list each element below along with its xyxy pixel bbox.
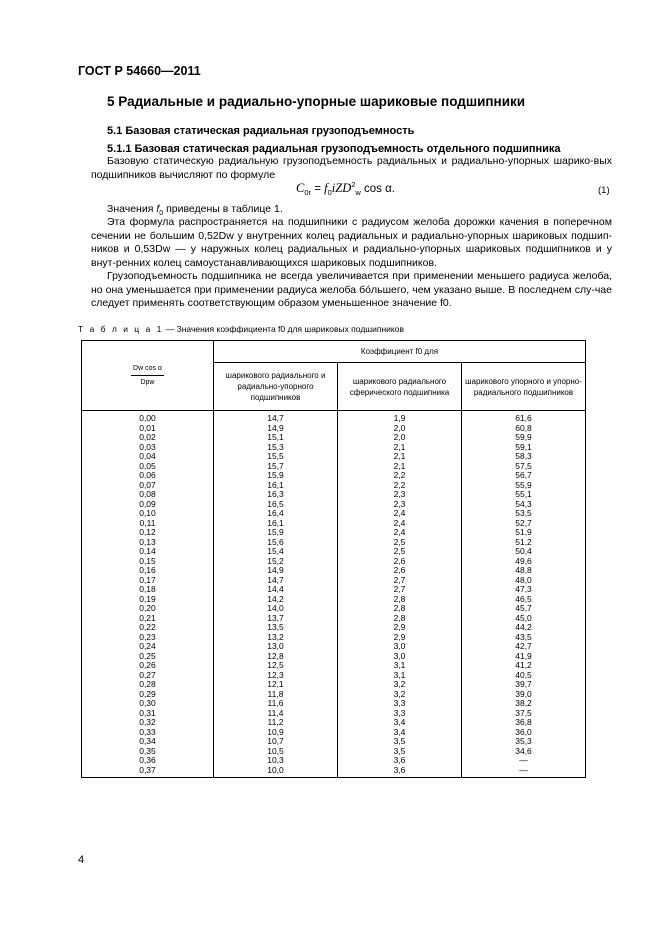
table-cell: 2,9 (338, 633, 462, 643)
table-cell: 0,01 (82, 424, 214, 434)
table-row (82, 538, 586, 548)
table-cell: 14,7 (214, 411, 338, 424)
table-cell: 48,8 (462, 566, 586, 576)
table-cell: 0,24 (82, 642, 214, 652)
table-cell: 16,4 (214, 509, 338, 519)
table-cell: 43,5 (462, 633, 586, 643)
paragraph-scope: Эта формула распространяется на подшипники с радиусом желоба дорожки качения в поперечном сечении не большим 0,52Dw у внутренних колец радиальных и радиально-упорных шариковых подшип-ников и 0,53Dw — у наружных колец радиальных и радиально-упорных шариковых подшипников и у внут-ренних колец самоустанавливающихся шариковых подшипников. (91, 216, 612, 269)
table-cell: 0,33 (82, 728, 214, 738)
table-cell: 3,2 (338, 690, 462, 700)
table-cell: 0,13 (82, 538, 214, 548)
equation-number: (1) (598, 185, 610, 196)
table-cell: 12,3 (214, 671, 338, 681)
table-cell: 1,9 (338, 411, 462, 424)
table-cell: 0,17 (82, 576, 214, 586)
table-cell: 0,04 (82, 452, 214, 462)
table-cell: 3,4 (338, 728, 462, 738)
table-cell: 0,28 (82, 680, 214, 690)
table-cell: 2,7 (338, 585, 462, 595)
table-cell: 0,34 (82, 737, 214, 747)
table-cell: 10,7 (214, 737, 338, 747)
table-cell: 16,1 (214, 481, 338, 491)
table-cell: 60,8 (462, 424, 586, 434)
table-row (82, 557, 586, 567)
table-cell: 2,2 (338, 471, 462, 481)
table-cell: 14,0 (214, 604, 338, 614)
table-row (82, 737, 586, 747)
table-cell: 59,9 (462, 433, 586, 443)
table-cell: 3,5 (338, 747, 462, 757)
table-cell: 34,6 (462, 747, 586, 757)
table-cell: 44,2 (462, 623, 586, 633)
table-row (82, 642, 586, 652)
table-cell: 47,3 (462, 585, 586, 595)
table-cell: 2,5 (338, 538, 462, 548)
table-row (82, 766, 586, 778)
paragraph-values: Значения $f_0$ приведены в таблице 1. (107, 203, 283, 218)
table-row (82, 661, 586, 671)
paragraph-capacity-note: Грузоподъемность подшипника не всегда увеличивается при применении меньшего радиуса желоба, но она уменьшается при применении радиуса желоба бóльшего, чем указано выше. В последнем слу-чае следует применять соответствующим образом уменьшенное значение f0. (91, 270, 612, 310)
document-id: ГОСТ Р 54660—2011 (78, 64, 201, 78)
table-cell: 2,1 (338, 452, 462, 462)
table-cell: 10,9 (214, 728, 338, 738)
table-cell: 0,14 (82, 547, 214, 557)
table-cell: 13,0 (214, 642, 338, 652)
formula: $C_{0r} = f_0iZD^2_w$ cos α. (296, 180, 395, 198)
table-row (82, 490, 586, 500)
table-row (82, 481, 586, 491)
table-cell: 15,9 (214, 528, 338, 538)
table-row (82, 699, 586, 709)
table-row (82, 585, 586, 595)
table-cell: 3,5 (338, 737, 462, 747)
table-cell: 0,15 (82, 557, 214, 567)
table-cell: 0,16 (82, 566, 214, 576)
table-cell: 13,7 (214, 614, 338, 624)
table-cell: 3,0 (338, 652, 462, 662)
table-cell: 14,2 (214, 595, 338, 605)
table-cell: 36,8 (462, 718, 586, 728)
table-caption: Т а б л и ц а 1 — Значения коэффициента f0 для шариковых подшипников (78, 324, 404, 334)
table-row (82, 452, 586, 462)
table-cell: 0,02 (82, 433, 214, 443)
table-cell: 12,5 (214, 661, 338, 671)
table-cell: 2,8 (338, 595, 462, 605)
table-cell: 14,7 (214, 576, 338, 586)
table-row (82, 718, 586, 728)
table-cell: 11,8 (214, 690, 338, 700)
table-cell: 0,25 (82, 652, 214, 662)
table-cell: 0,31 (82, 709, 214, 719)
table-cell: 51,2 (462, 538, 586, 548)
table-cell: 0,26 (82, 661, 214, 671)
table-cell: 14,9 (214, 566, 338, 576)
table-row (82, 690, 586, 700)
table-cell: 2,8 (338, 614, 462, 624)
table-cell: 48,0 (462, 576, 586, 586)
table-cell: 59,1 (462, 443, 586, 453)
table-cell: 10,3 (214, 756, 338, 766)
table-row (82, 709, 586, 719)
subsection-heading: 5.1 Базовая статическая радиальная грузоподъемность (107, 125, 415, 137)
table-row (82, 652, 586, 662)
table-row (82, 756, 586, 766)
table-cell: 2,4 (338, 519, 462, 529)
table-cell: 0,12 (82, 528, 214, 538)
table-cell: 0,19 (82, 595, 214, 605)
table-cell: 0,32 (82, 718, 214, 728)
table-cell: 2,1 (338, 443, 462, 453)
table-row (82, 411, 586, 424)
table-cell: 2,4 (338, 509, 462, 519)
table-row (82, 462, 586, 472)
table-cell: 3,6 (338, 756, 462, 766)
table-cell: 15,9 (214, 471, 338, 481)
table-cell: 15,6 (214, 538, 338, 548)
table-cell: 10,5 (214, 747, 338, 757)
table-cell: 11,6 (214, 699, 338, 709)
table-cell: 2,7 (338, 576, 462, 586)
table-cell: 51,9 (462, 528, 586, 538)
table-cell: 0,37 (82, 766, 214, 778)
table-row (82, 614, 586, 624)
table-cell: 0,18 (82, 585, 214, 595)
table-row (82, 566, 586, 576)
table-cell: 41,2 (462, 661, 586, 671)
table-row (82, 671, 586, 681)
table-cell: 3,1 (338, 661, 462, 671)
table-cell: 2,6 (338, 557, 462, 567)
table-cell: 3,0 (338, 642, 462, 652)
table-cell: 15,7 (214, 462, 338, 472)
table-cell: 14,9 (214, 424, 338, 434)
table-cell: 56,7 (462, 471, 586, 481)
table-cell: 0,06 (82, 471, 214, 481)
table-cell: — (462, 756, 586, 766)
table-cell: 3,4 (338, 718, 462, 728)
table-body (82, 411, 586, 778)
table-cell: 45,0 (462, 614, 586, 624)
table-cell: 0,10 (82, 509, 214, 519)
table-cell: 49,6 (462, 557, 586, 567)
table-row (82, 433, 586, 443)
table-row (82, 680, 586, 690)
table-cell: 2,2 (338, 481, 462, 491)
table-cell: 0,22 (82, 623, 214, 633)
table-cell: 14,4 (214, 585, 338, 595)
table-cell: 39,7 (462, 680, 586, 690)
table-row (82, 633, 586, 643)
table-cell: 2,9 (338, 623, 462, 633)
table-cell: 0,27 (82, 671, 214, 681)
table-row (82, 519, 586, 529)
paragraph-intro: Базовую статическую радиальную грузоподъемность радиальных и радиально-упорных шарико-вых подшипников вычисляют по формуле (91, 155, 612, 181)
table-row (82, 528, 586, 538)
table-row (82, 509, 586, 519)
ratio-fraction: $\frac{\text{Dw cos α}}{\text{Dpw}}$ (133, 365, 162, 386)
table-cell: 11,2 (214, 718, 338, 728)
subsubsection-heading: 5.1.1 Базовая статическая радиальная грузоподъемность отдельного подшипника (107, 143, 561, 155)
table-cell: 0,20 (82, 604, 214, 614)
table-cell: 42,7 (462, 642, 586, 652)
table-cell: 16,3 (214, 490, 338, 500)
table-cell: 53,5 (462, 509, 586, 519)
table-row (82, 576, 586, 586)
table-cell: 58,3 (462, 452, 586, 462)
coefficient-group-header: Коэффициент f0 для (214, 341, 586, 363)
table-cell: 36,0 (462, 728, 586, 738)
table-cell: 0,11 (82, 519, 214, 529)
table-cell: 0,23 (82, 633, 214, 643)
table-cell: 35,3 (462, 737, 586, 747)
table-cell: 45,7 (462, 604, 586, 614)
table-row (82, 728, 586, 738)
table-cell: 61,6 (462, 411, 586, 424)
table-cell: 15,2 (214, 557, 338, 567)
table-cell: 0,07 (82, 481, 214, 491)
table-cell: 57,5 (462, 462, 586, 472)
table-cell: 2,0 (338, 424, 462, 434)
table-row (82, 623, 586, 633)
table-cell: 46,5 (462, 595, 586, 605)
table-cell: 16,5 (214, 500, 338, 510)
table-cell: 16,1 (214, 519, 338, 529)
table-cell: 13,5 (214, 623, 338, 633)
table-row (82, 595, 586, 605)
table-cell: 13,2 (214, 633, 338, 643)
table-cell: 39,0 (462, 690, 586, 700)
table-cell: 0,08 (82, 490, 214, 500)
table-cell: 3,3 (338, 709, 462, 719)
table-cell: 50,4 (462, 547, 586, 557)
coefficient-table (81, 340, 586, 778)
column-header-spherical: шарикового радиального сферического подшипника (338, 363, 462, 411)
table-cell: 2,4 (338, 528, 462, 538)
table-cell: 41,9 (462, 652, 586, 662)
table-cell: 0,30 (82, 699, 214, 709)
table-row (82, 471, 586, 481)
table-cell: 2,6 (338, 566, 462, 576)
table-cell: 40,5 (462, 671, 586, 681)
table-cell: 2,3 (338, 500, 462, 510)
table-cell: 0,21 (82, 614, 214, 624)
table-cell: 2,0 (338, 433, 462, 443)
table-cell: 0,35 (82, 747, 214, 757)
table-cell: 0,36 (82, 756, 214, 766)
table-cell: 52,7 (462, 519, 586, 529)
table-row (82, 747, 586, 757)
table-cell: 3,1 (338, 671, 462, 681)
table-cell: 2,1 (338, 462, 462, 472)
table-cell: 3,6 (338, 766, 462, 778)
table-cell: 15,3 (214, 443, 338, 453)
table-cell: 15,1 (214, 433, 338, 443)
table-cell: 15,4 (214, 547, 338, 557)
section-title: 5 Радиальные и радиально-упорные шариковые подшипники (107, 94, 526, 109)
table-cell: 0,05 (82, 462, 214, 472)
table-cell: 37,5 (462, 709, 586, 719)
table-cell: — (462, 766, 586, 778)
table-cell: 3,3 (338, 699, 462, 709)
table-cell: 38,2 (462, 699, 586, 709)
table-cell: 2,8 (338, 604, 462, 614)
table-cell: 11,4 (214, 709, 338, 719)
table-cell: 3,2 (338, 680, 462, 690)
table-cell: 10,0 (214, 766, 338, 778)
column-header-radial: шарикового радиального и радиально-упорного подшипников (214, 363, 338, 411)
ratio-column-header (82, 341, 214, 411)
table-cell: 12,1 (214, 680, 338, 690)
page-number: 4 (78, 854, 85, 866)
table-cell: 15,5 (214, 452, 338, 462)
column-header-thrust: шарикового упорного и упорно-радиального подшипников (462, 363, 586, 411)
table-cell: 54,3 (462, 500, 586, 510)
table-cell: 2,5 (338, 547, 462, 557)
table-cell: 0,03 (82, 443, 214, 453)
table-row (82, 604, 586, 614)
table-cell: 55,1 (462, 490, 586, 500)
table-cell: 12,8 (214, 652, 338, 662)
table-row (82, 547, 586, 557)
table-cell: 55,9 (462, 481, 586, 491)
table-row (82, 500, 586, 510)
table-cell: 0,29 (82, 690, 214, 700)
table-cell: 2,3 (338, 490, 462, 500)
table-row (82, 443, 586, 453)
table-cell: 0,00 (82, 411, 214, 424)
table-cell: 0,09 (82, 500, 214, 510)
table-row (82, 424, 586, 434)
